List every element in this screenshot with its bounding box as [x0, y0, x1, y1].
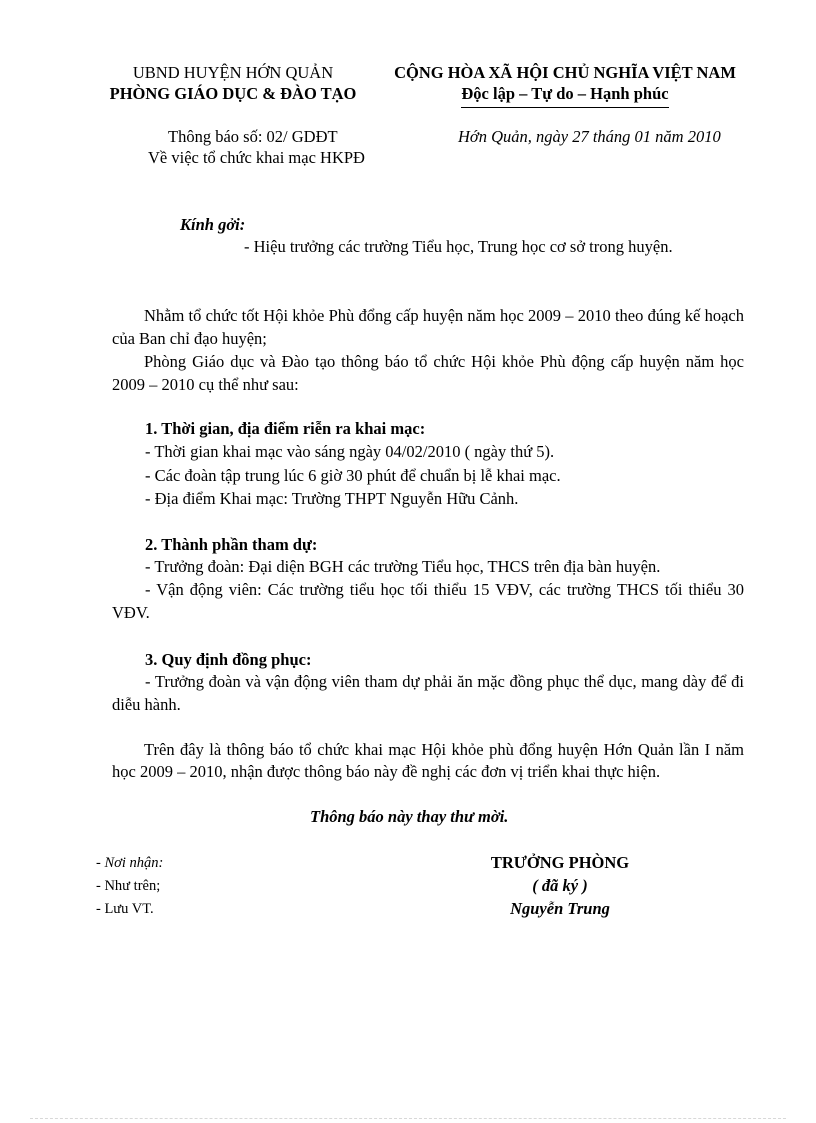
intro-paragraph-2: Phòng Giáo dục và Đào tạo thông báo tổ chức Hội khỏe Phù động cấp huyện năm học 2009 – 2010 cụ thể như sau: — [112, 352, 744, 395]
section-1-item: - Các đoàn tập trung lúc 6 giờ 30 phút để chuẩn bị lễ khai mạc. — [145, 466, 561, 485]
national-header — [382, 62, 748, 108]
notice-date: Hớn Quản, ngày 27 tháng 01 năm 2010 — [458, 127, 721, 146]
reference-block — [148, 126, 388, 169]
section-2-item: - Trưởng đoàn: Đại diện BGH các trường Tiểu học, THCS trên địa bàn huyện. — [145, 557, 661, 576]
greeting-recipient: - Hiệu trưởng các trường Tiểu học, Trung học cơ sở trong huyện. — [244, 237, 673, 256]
page-bottom-divider — [30, 1118, 786, 1119]
section-1-item: - Địa điểm Khai mạc: Trường THPT Nguyễn Hữu Cảnh. — [145, 489, 519, 508]
national-title: CỘNG HÒA XÃ HỘI CHỦ NGHĨA VIỆT NAM — [394, 63, 736, 82]
closing-paragraph: Trên đây là thông báo tổ chức khai mạc Hội khỏe phù đổng huyện Hớn Quản lần I năm học 2009 – 2010, nhận được thông báo này đề nghị các đơn vị triển khai thực hiện. — [112, 740, 744, 782]
agency-header — [92, 62, 374, 105]
national-motto: Độc lập – Tự do – Hạnh phúc — [461, 83, 668, 107]
recipient-item: - Như trên; — [96, 878, 161, 894]
recipients-label: - Nơi nhận: — [96, 855, 164, 871]
signature-status: ( đã ký ) — [532, 876, 588, 895]
greeting-label: Kính gởi: — [180, 215, 246, 234]
notice-subject: Về việc tổ chức khai mạc HKPĐ — [148, 148, 365, 168]
agency-name: UBND HUYỆN HỚN QUẢN — [132, 63, 334, 82]
section-2-title: 2. Thành phần tham dự: — [145, 535, 318, 554]
section-1-item: - Thời gian khai mạc vào sáng ngày 04/02/2010 ( ngày thứ 5). — [145, 442, 555, 461]
department-name: PHÒNG GIÁO DỤC & ĐÀO TẠO — [109, 84, 357, 104]
section-3-item: - Trưởng đoàn và vận động viên tham dự phải ăn mặc đồng phục thể dục, mang dày để đi diễu hành. — [112, 672, 744, 715]
section-2-item: - Vận động viên: Các trường tiểu học tối thiểu 15 VĐV, các trường THCS tối thiểu 30 VĐV. — [112, 580, 744, 623]
signatory-name: Nguyễn Trung — [510, 899, 610, 918]
closing-note: Thông báo này thay thư mời. — [310, 807, 509, 826]
recipient-item: - Lưu VT. — [96, 901, 154, 917]
section-3-title: 3. Quy định đồng phục: — [145, 650, 312, 669]
notice-number: Thông báo số: 02/ GDĐT — [168, 127, 338, 146]
signature-title: TRƯỞNG PHÒNG — [490, 853, 630, 872]
intro-paragraph-1: Nhằm tổ chức tốt Hội khỏe Phù đổng cấp huyện năm học 2009 – 2010 theo đúng kế hoạch của Ban chỉ đạo huyện; — [112, 306, 744, 349]
section-1-title: 1. Thời gian, địa điểm riễn ra khai mạc: — [145, 419, 426, 438]
